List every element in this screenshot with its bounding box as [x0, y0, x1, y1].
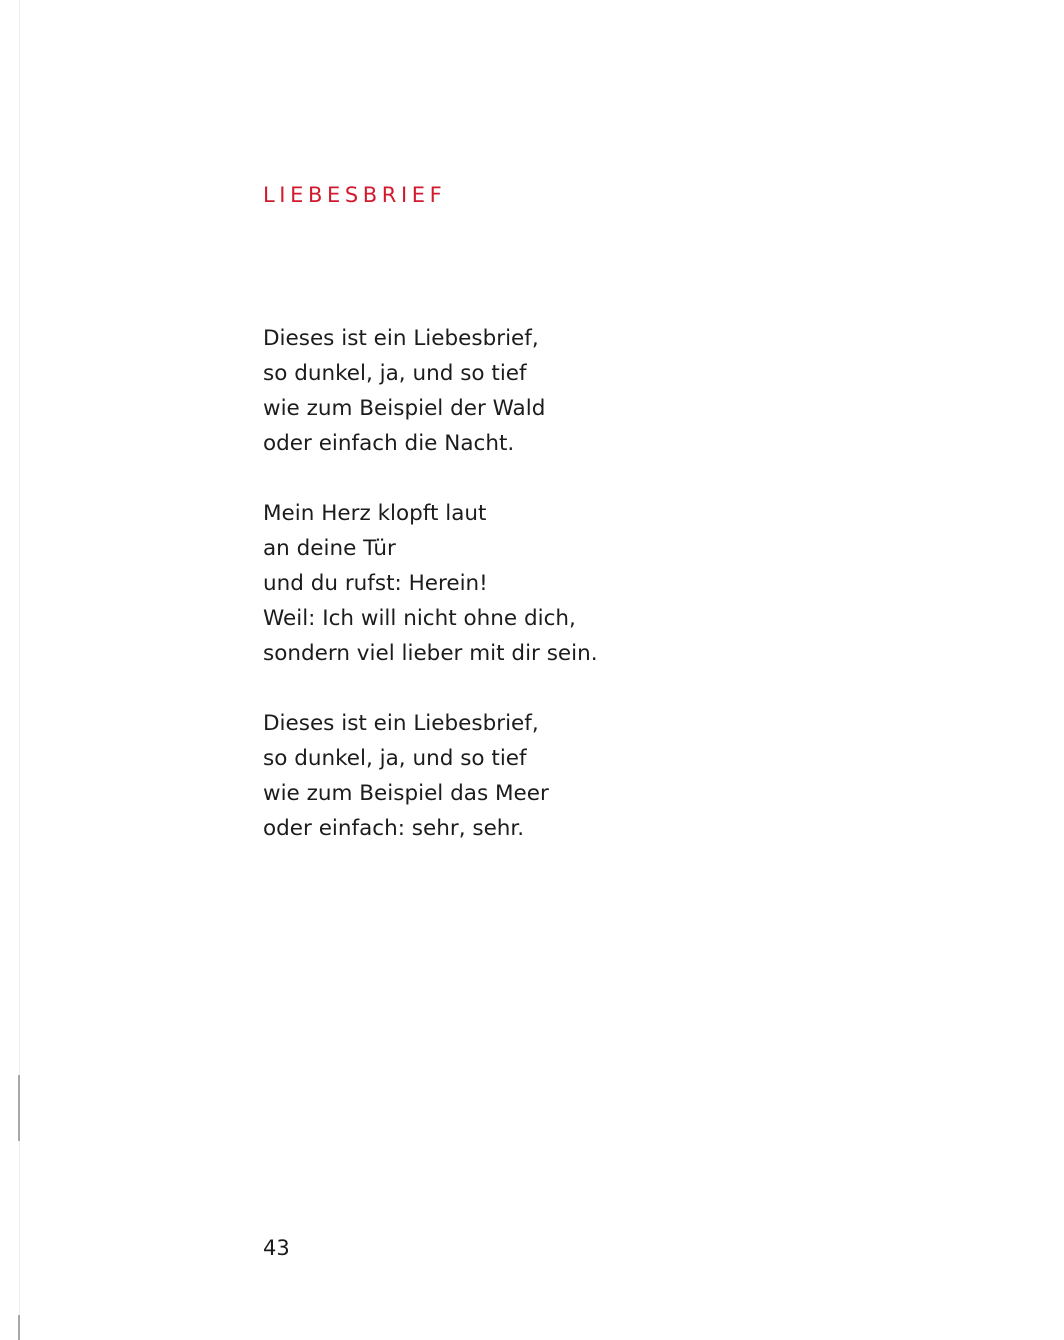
page-edge-mark: [18, 1075, 20, 1141]
stanza-3: [263, 706, 598, 846]
poem-body: [263, 321, 598, 881]
poem-line: so dunkel, ja, und so tief: [263, 746, 527, 771]
poem-line: oder einfach die Nacht.: [263, 431, 515, 456]
poem-line: Weil: Ich will nicht ohne dich,: [263, 606, 576, 631]
page-number: 43: [263, 1236, 290, 1260]
poem-line: Dieses ist ein Liebesbrief,: [263, 326, 539, 351]
poem-line: Dieses ist ein Liebesbrief,: [263, 711, 539, 736]
poem-line: sondern viel lieber mit dir sein.: [263, 641, 598, 666]
poem-line: oder einfach: sehr, sehr.: [263, 816, 525, 841]
poem-line: Mein Herz klopft laut: [263, 501, 487, 526]
stanza-2: [263, 496, 598, 671]
page-edge-mark: [18, 1315, 20, 1340]
poem-line: wie zum Beispiel der Wald: [263, 396, 546, 421]
poem-line: wie zum Beispiel das Meer: [263, 781, 549, 806]
poem-title: LIEBESBRIEF: [263, 183, 447, 207]
poem-line: an deine Tür: [263, 536, 396, 561]
stanza-1: [263, 321, 598, 461]
poem-line: so dunkel, ja, und so tief: [263, 361, 527, 386]
poem-line: und du rufst: Herein!: [263, 571, 488, 596]
